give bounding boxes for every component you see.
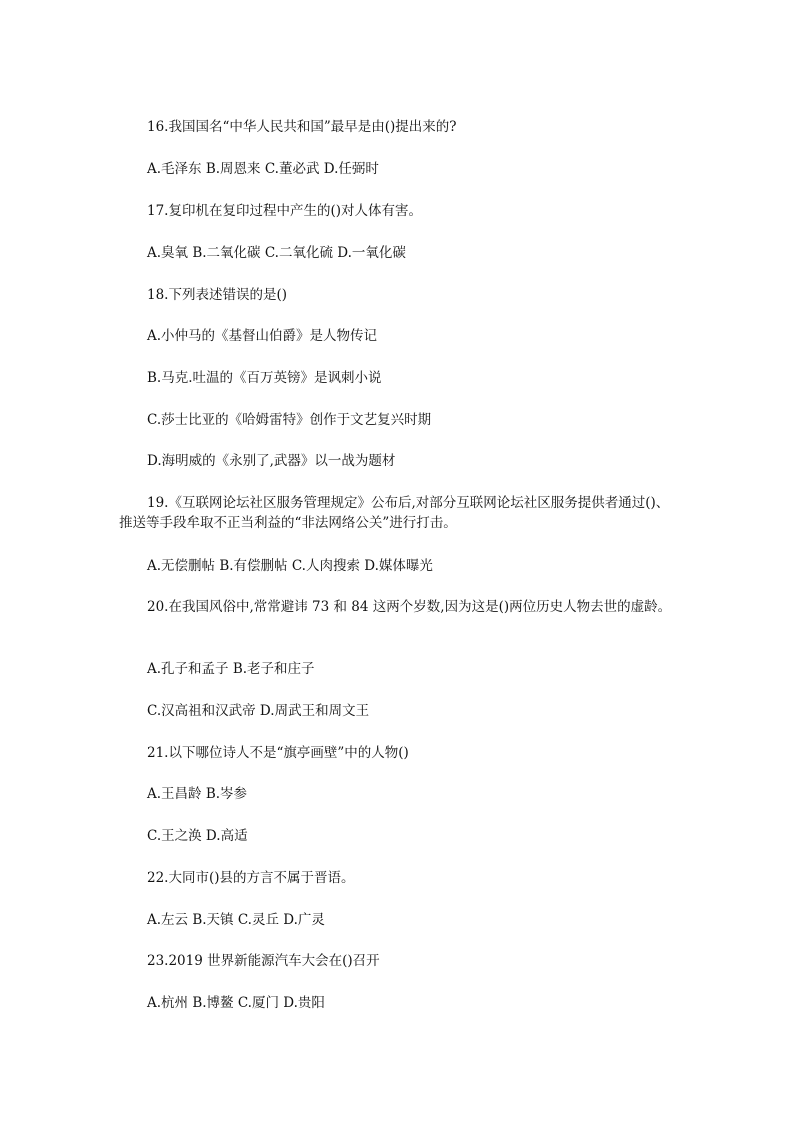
- question-19-options: A.无偿删帖 B.有偿删帖 C.人肉搜索 D.媒体曝光: [147, 558, 433, 574]
- question-18: 18.下列表述错误的是(): [147, 287, 288, 303]
- question-16-options: A.毛泽东 B.周恩来 C.董必武 D.任弼时: [147, 161, 379, 177]
- question-18-option-a: A.小仲马的《基督山伯爵》是人物传记: [147, 328, 378, 344]
- question-18-option-d: D.海明威的《永别了,武器》以一战为题材: [147, 453, 396, 469]
- question-20-option-cd: C.汉高祖和汉武帝 D.周武王和周文王: [147, 703, 370, 719]
- question-23-options: A.杭州 B.博鳌 C.厦门 D.贵阳: [147, 995, 325, 1011]
- question-19-line-2: 推送等手段牟取不正当利益的“非法网络公关”进行打击。: [119, 515, 457, 531]
- question-18-option-c: C.莎士比亚的《哈姆雷特》创作于文艺复兴时期: [147, 412, 432, 428]
- question-21: 21.以下哪位诗人不是“旗亭画壁”中的人物(): [147, 745, 409, 761]
- question-21-option-ab: A.王昌龄 B.岑参: [147, 786, 248, 802]
- question-19-line-1: 19.《互联网论坛社区服务管理规定》公布后,对部分互联网论坛社区服务提供者通过()、: [147, 495, 670, 511]
- question-23: 23.2019 世界新能源汽车大会在()召开: [147, 953, 380, 969]
- question-21-option-cd: C.王之涣 D.高适: [147, 828, 248, 844]
- question-17: 17.复印机在复印过程中产生的()对人体有害。: [147, 203, 423, 219]
- question-20: 20.在我国风俗中,常常避讳 73 和 84 这两个岁数,因为这是()两位历史人物去世的虚龄。: [147, 599, 672, 615]
- question-18-option-b: B.马克.吐温的《百万英镑》是讽刺小说: [147, 370, 382, 386]
- question-22: 22.大同市()县的方言不属于晋语。: [147, 870, 355, 886]
- question-16: 16.我国国名“中华人民共和国”最早是由()提出来的?: [147, 119, 457, 135]
- question-22-options: A.左云 B.天镇 C.灵丘 D.广灵: [147, 912, 325, 928]
- question-17-options: A.臭氧 B.二氧化碳 C.二氧化硫 D.一氧化碳: [147, 245, 406, 261]
- question-20-option-ab: A.孔子和孟子 B.老子和庄子: [147, 661, 315, 677]
